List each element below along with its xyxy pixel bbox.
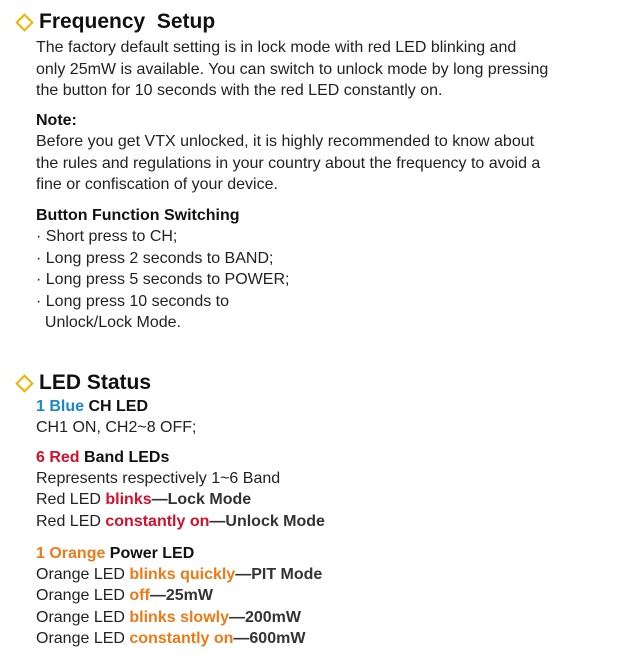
led-status-title: LED Status [39, 371, 152, 394]
led-prefix: Orange LED [36, 629, 130, 647]
led-result: —600mW [233, 629, 306, 647]
led-result: —200mW [228, 608, 302, 626]
button-function-line: · Long press 5 seconds to POWER; [36, 271, 290, 288]
power-led-label: Power LED [105, 545, 195, 562]
led-result: —Lock Mode [151, 491, 252, 509]
power-led-line [36, 607, 634, 628]
intro-line: only 25mW is available. You can switch to unlock mode by long pressing [36, 60, 549, 78]
button-function-block [36, 205, 634, 334]
frequency-setup-heading [14, 10, 215, 34]
note-block [36, 110, 634, 196]
band-led-count: 6 Red [36, 449, 80, 466]
frequency-setup-title: Frequency Setup [39, 10, 216, 33]
note-line: the rules and regulations in your country about the frequency to avoid a [36, 154, 541, 172]
led-prefix: Red LED [36, 491, 106, 509]
ch-led-line: CH1 ON, CH2~8 OFF; [36, 419, 197, 436]
button-function-line: Unlock/Lock Mode. [36, 314, 181, 331]
button-function-title: Button Function Switching [36, 207, 240, 224]
button-function-line: · Short press to CH; [36, 228, 178, 245]
band-led-line: Represents respectively 1~6 Band [36, 470, 281, 487]
power-led-line [36, 628, 634, 649]
power-led-line [36, 585, 634, 606]
led-state: blinks slowly [129, 608, 229, 626]
ch-led-count: 1 Blue [36, 398, 85, 415]
power-led-count: 1 Orange [36, 545, 106, 562]
band-led-on-line [36, 511, 634, 532]
note-line: Before you get VTX unlocked, it is highly recommended to know about [36, 133, 535, 150]
power-led-block [36, 543, 634, 649]
led-status-heading [14, 371, 151, 395]
led-prefix: Orange LED [36, 587, 130, 605]
led-state: off [129, 587, 150, 605]
led-result: —25mW [149, 587, 213, 605]
led-result: —PIT Mode [235, 566, 323, 583]
note-title: Note: [36, 112, 77, 129]
button-function-line: · Long press 2 seconds to BAND; [36, 249, 274, 267]
power-led-line [36, 564, 634, 585]
intro-line: The factory default setting is in lock mode with red LED blinking and [36, 39, 517, 56]
frequency-intro [36, 37, 634, 102]
led-result: —Unlock Mode [209, 512, 325, 530]
band-led-label: Band LEDs [79, 449, 170, 466]
band-led-blink-line [36, 489, 634, 510]
led-state: constantly on [105, 512, 210, 530]
band-led-block [36, 447, 634, 532]
led-state: blinks [105, 491, 152, 509]
button-function-line: · Long press 10 seconds to [36, 292, 230, 310]
led-prefix: Red LED [36, 512, 106, 530]
led-prefix: Orange LED [36, 608, 130, 626]
led-prefix: Orange LED [36, 566, 130, 583]
intro-line: the button for 10 seconds with the red LED constantly on. [36, 82, 443, 99]
diamond-icon [15, 13, 33, 31]
note-line: fine or confiscation of your device. [36, 176, 278, 193]
diamond-icon [15, 374, 33, 392]
ch-led-block [36, 396, 634, 438]
ch-led-label: CH LED [84, 398, 149, 415]
led-state: blinks quickly [129, 566, 236, 583]
led-state: constantly on [129, 629, 234, 647]
